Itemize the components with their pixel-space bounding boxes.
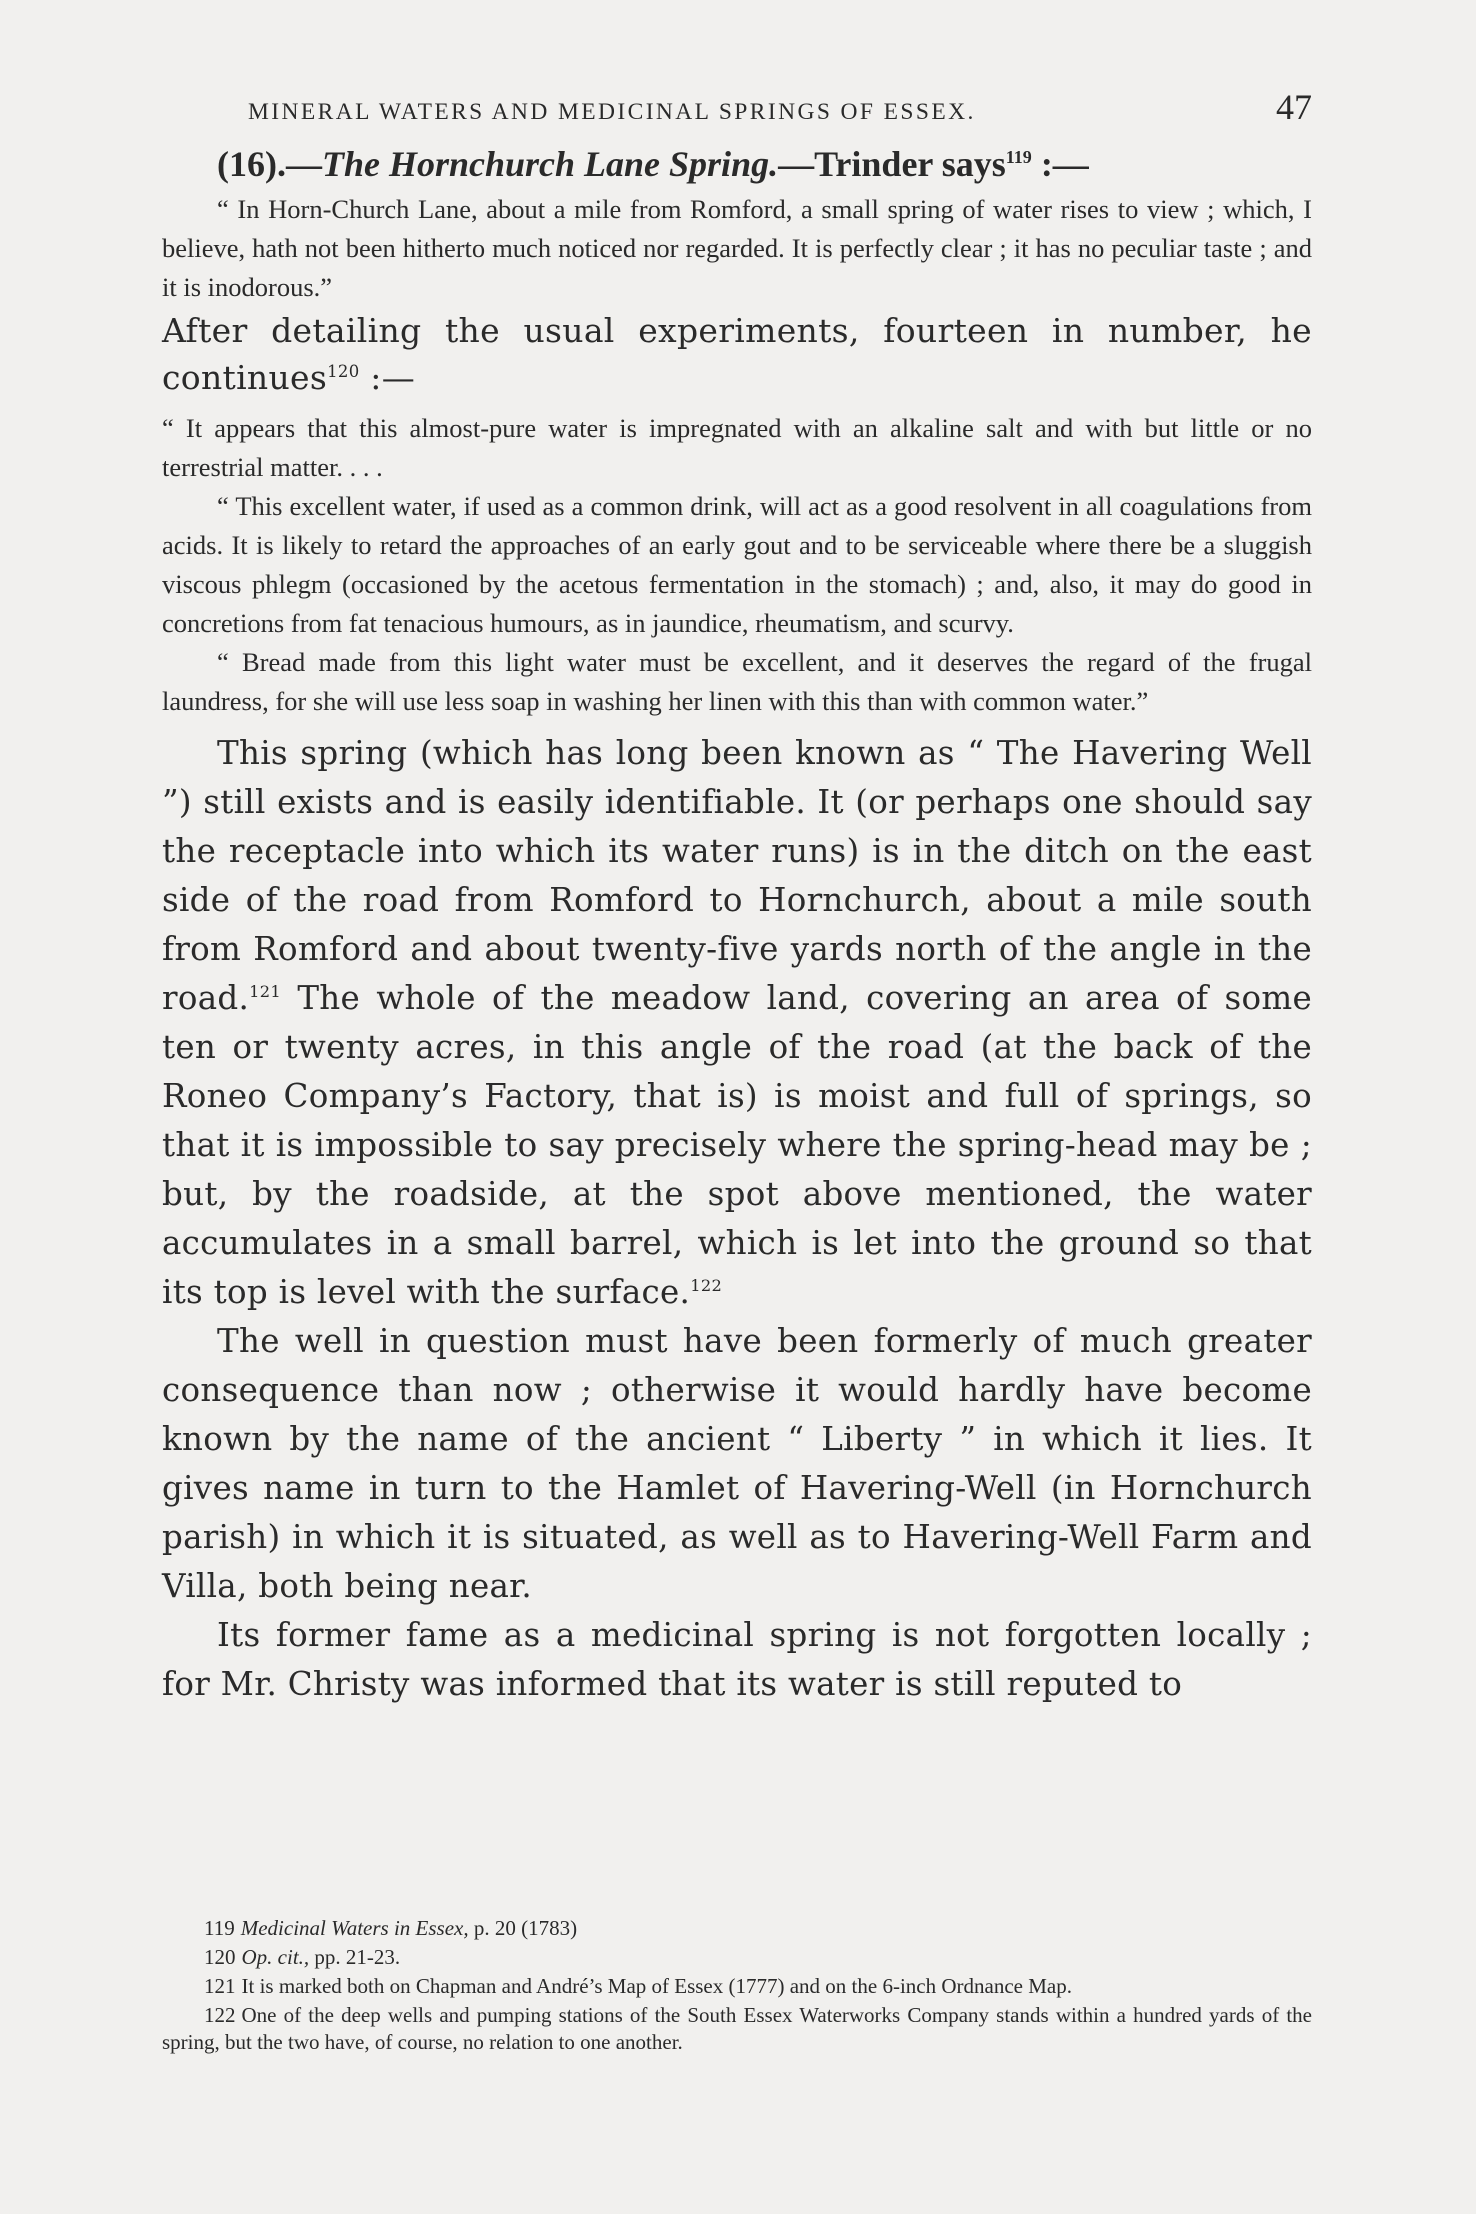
footnote-number: 120 <box>204 1945 236 1969</box>
bridge-text: After detailing the usual experiments, fourteen in number, he continues <box>162 311 1312 397</box>
section-number: (16).— <box>217 144 322 184</box>
running-title: MINERAL WATERS AND MEDICINAL SPRINGS OF ESSEX. <box>248 99 976 125</box>
footnote-ref-121: 121 <box>249 982 282 1002</box>
footnote-text: pp. 21-23. <box>309 1945 401 1969</box>
body-paragraph-1 <box>162 729 1312 1317</box>
body-paragraph-2: The well in question must have been formerly of much greater consequence than now ; otherwise it would hardly have become known by the name of the ancient “ Liberty ” in which it lies. It gives name in turn to the Hamlet of Havering-Well (in Hornchurch parish) in which it is situated, as well as to Havering-Well Farm and Villa, both being near. <box>162 1322 1312 1605</box>
body-paragraph-1-part-1: This spring (which has long been known as “ The Havering Well ”) still exists and is easily identifiable. It (or perhaps one should say the receptacle into which its water runs) is in the ditch on the east side of the road from Romford to Hornchurch, about a mile south from Romford and about twenty-five yards north of the angle in the road. <box>162 734 1312 1017</box>
section-heading <box>162 138 1312 190</box>
page-body <box>162 86 1312 1709</box>
quote-paragraph-1: “ In Horn-Church Lane, about a mile from Romford, a small spring of water rises to view ; which, I believe, hath not been hitherto much noticed nor regarded. It is perfectly clear ; it has no peculiar taste ; and it is inodorous.” <box>162 194 1312 302</box>
body-paragraph-1-part-2: The whole of the meadow land, covering an area of some ten or twenty acres, in this angle of the road (at the back of the Roneo Company’s Factory, that is) is moist and full of springs, so that it is impossible to say precisely where the spring-head may be ; but, by the roadside, at the spot above mentioned, the water accumulates in a small barrel, which is let into the ground so that its top is level with the surface. <box>162 979 1312 1311</box>
footnote-italic: Medicinal Waters in Essex, <box>240 1916 469 1940</box>
section-heading-suffix: :— <box>1031 144 1089 184</box>
footnote-121 <box>162 1973 1312 2000</box>
body-paragraph-3: Its former fame as a medicinal spring is not forgotten locally ; for Mr. Christy was informed that its water is still reputed to <box>162 1616 1312 1703</box>
page-number: 47 <box>1276 87 1312 127</box>
running-head <box>248 86 1312 138</box>
footnote-text: One of the deep wells and pumping stations of the South Essex Waterworks Company stands within a hundred yards of the spring, but the two have, of course, no relation to one another. <box>162 2003 1312 2054</box>
quote-paragraph-2: “ It appears that this almost-pure water is impregnated with an alkaline salt and with but little or no terrestrial matter. . . . <box>162 413 1312 482</box>
footnote-italic: Op. cit., <box>241 1945 310 1969</box>
footnote-ref-122: 122 <box>690 1276 723 1296</box>
section-title: The Hornchurch Lane Spring. <box>321 144 779 184</box>
section-attribution: —Trinder says <box>778 144 1006 184</box>
footnote-number: 121 <box>204 1974 236 1998</box>
quote-paragraph-3: “ This excellent water, if used as a common drink, will act as a good resolvent in all coagulations from acids. It is likely to retard the approaches of an early gout and to be serviceable where there be a sluggish viscous phlegm (occasioned by the acetous fermentation in the stomach) ; and, also, it may do good in concretions from fat tenacious humours, as in jaundice, rheumatism, and scurvy. <box>162 491 1312 638</box>
footnote-122 <box>162 2002 1312 2056</box>
footnotes <box>162 1915 1312 2058</box>
footnote-number: 119 <box>204 1916 235 1940</box>
bridge-suffix: :— <box>359 358 416 397</box>
quote-paragraph-4: “ Bread made from this light water must be excellent, and it deserves the regard of the frugal laundress, for she will use less soap in washing her linen with this than with common water.” <box>162 647 1312 716</box>
footnote-text: It is marked both on Chapman and André’s Map of Essex (1777) and on the 6-inch Ordnance Map. <box>241 1974 1072 1998</box>
footnote-number: 122 <box>204 2003 236 2027</box>
footnote-ref-120: 120 <box>327 362 360 381</box>
footnote-119 <box>162 1915 1312 1942</box>
footnote-120 <box>162 1944 1312 1971</box>
bridge-paragraph <box>162 307 1312 401</box>
footnote-text: p. 20 (1783) <box>468 1916 578 1940</box>
footnote-ref-119: 119 <box>1005 147 1032 167</box>
